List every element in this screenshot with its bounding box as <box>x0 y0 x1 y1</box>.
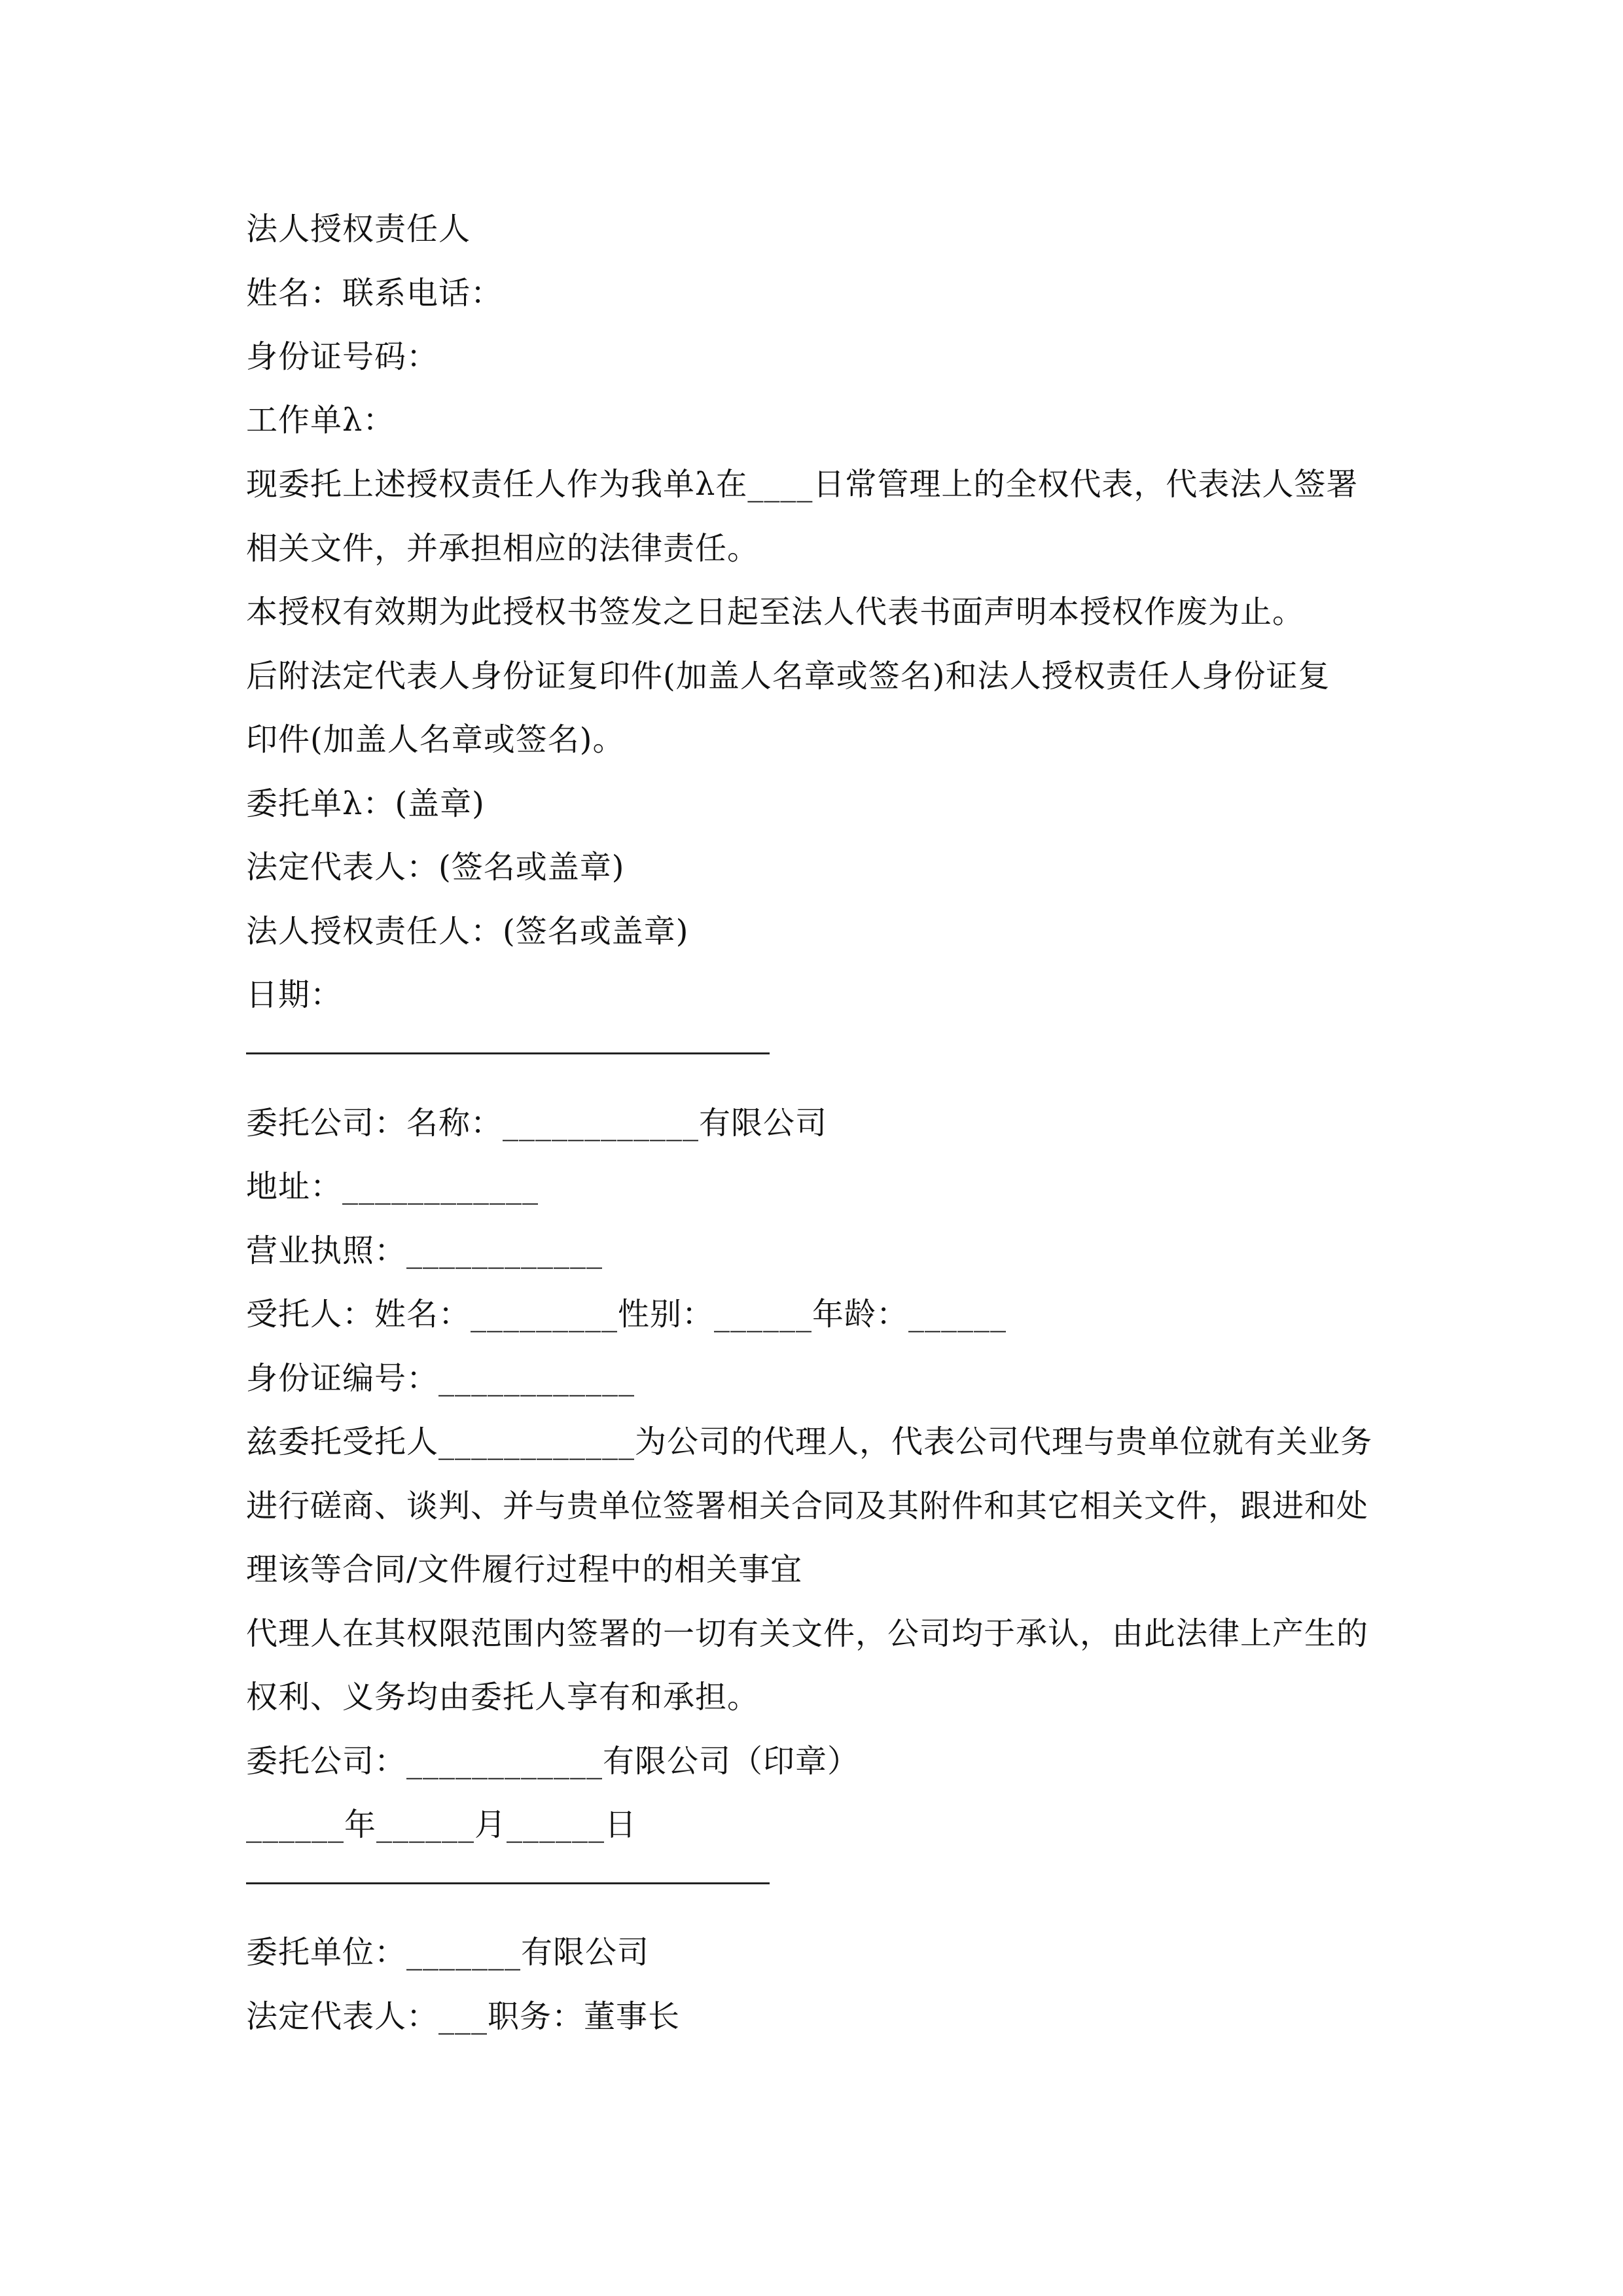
entrusting-company-line: 委托单位：_______有限公司 <box>246 1934 650 1971</box>
authorized-person-line: 法人授权责任人：(签名或盖章) <box>246 913 689 950</box>
legal-rep-duty-line: 法定代表人：___职务：董事长 <box>246 1998 681 2035</box>
entrust-paragraph-line-2: 相关文件，并承担相应的法律责任。 <box>246 530 760 567</box>
attachment-line-1: 后附法定代表人身份证复印件(加盖人名章或签名)和法人授权责任人身份证复 <box>246 658 1330 694</box>
name-phone-line: 姓名：联系电话： <box>246 275 503 312</box>
authorization-paragraph-line-2: 进行磋商、谈判、并与贵单位签署相关合同及其附件和其它相关文件，跟进和处 <box>246 1488 1369 1524</box>
company-name-line: 委托公司：名称：____________有限公司 <box>246 1105 828 1141</box>
date-line: 日期： <box>246 977 343 1013</box>
entrust-paragraph-line-1: 现委托上述授权责任人作为我单λ在____日常管理上的全权代表，代表法人签署 <box>246 466 1359 503</box>
work-unit-line: 工作单λ： <box>246 402 395 439</box>
business-license-line: 营业执照：____________ <box>246 1232 603 1269</box>
signing-date-line: ______年______月______日 <box>246 1806 637 1843</box>
trustee-line: 受托人：姓名：_________性别：______年龄：______ <box>246 1296 1007 1333</box>
section-divider <box>246 1882 770 1884</box>
acknowledgement-line-2: 权利、义务均由委托人享有和承担。 <box>246 1679 760 1715</box>
id-no-line: 身份证编号：____________ <box>246 1360 635 1397</box>
section-title: 法人授权责任人 <box>246 211 471 247</box>
acknowledgement-line-1: 代理人在其权限范围内签署的一切有关文件，公司均于承认，由此法律上产生的 <box>246 1615 1369 1652</box>
legal-rep-line: 法定代表人：(签名或盖章) <box>246 849 625 886</box>
entrusting-unit-line: 委托单λ：(盖章) <box>246 785 485 822</box>
authorization-paragraph-line-1: 兹委托受托人____________为公司的代理人，代表公司代理与贵单位就有关业务 <box>246 1424 1373 1460</box>
section-divider <box>246 1052 770 1054</box>
id-number-line: 身份证号码： <box>246 338 439 375</box>
company-seal-line: 委托公司：____________有限公司（印章） <box>246 1743 860 1780</box>
address-line: 地址：____________ <box>246 1168 539 1205</box>
validity-line: 本授权有效期为此授权书签发之日起至法人代表书面声明本授权作废为止。 <box>246 594 1305 630</box>
authorization-paragraph-line-3: 理该等合同/文件履行过程中的相关事宜 <box>246 1551 803 1588</box>
attachment-line-2: 印件(加盖人名章或签名)。 <box>246 721 625 758</box>
